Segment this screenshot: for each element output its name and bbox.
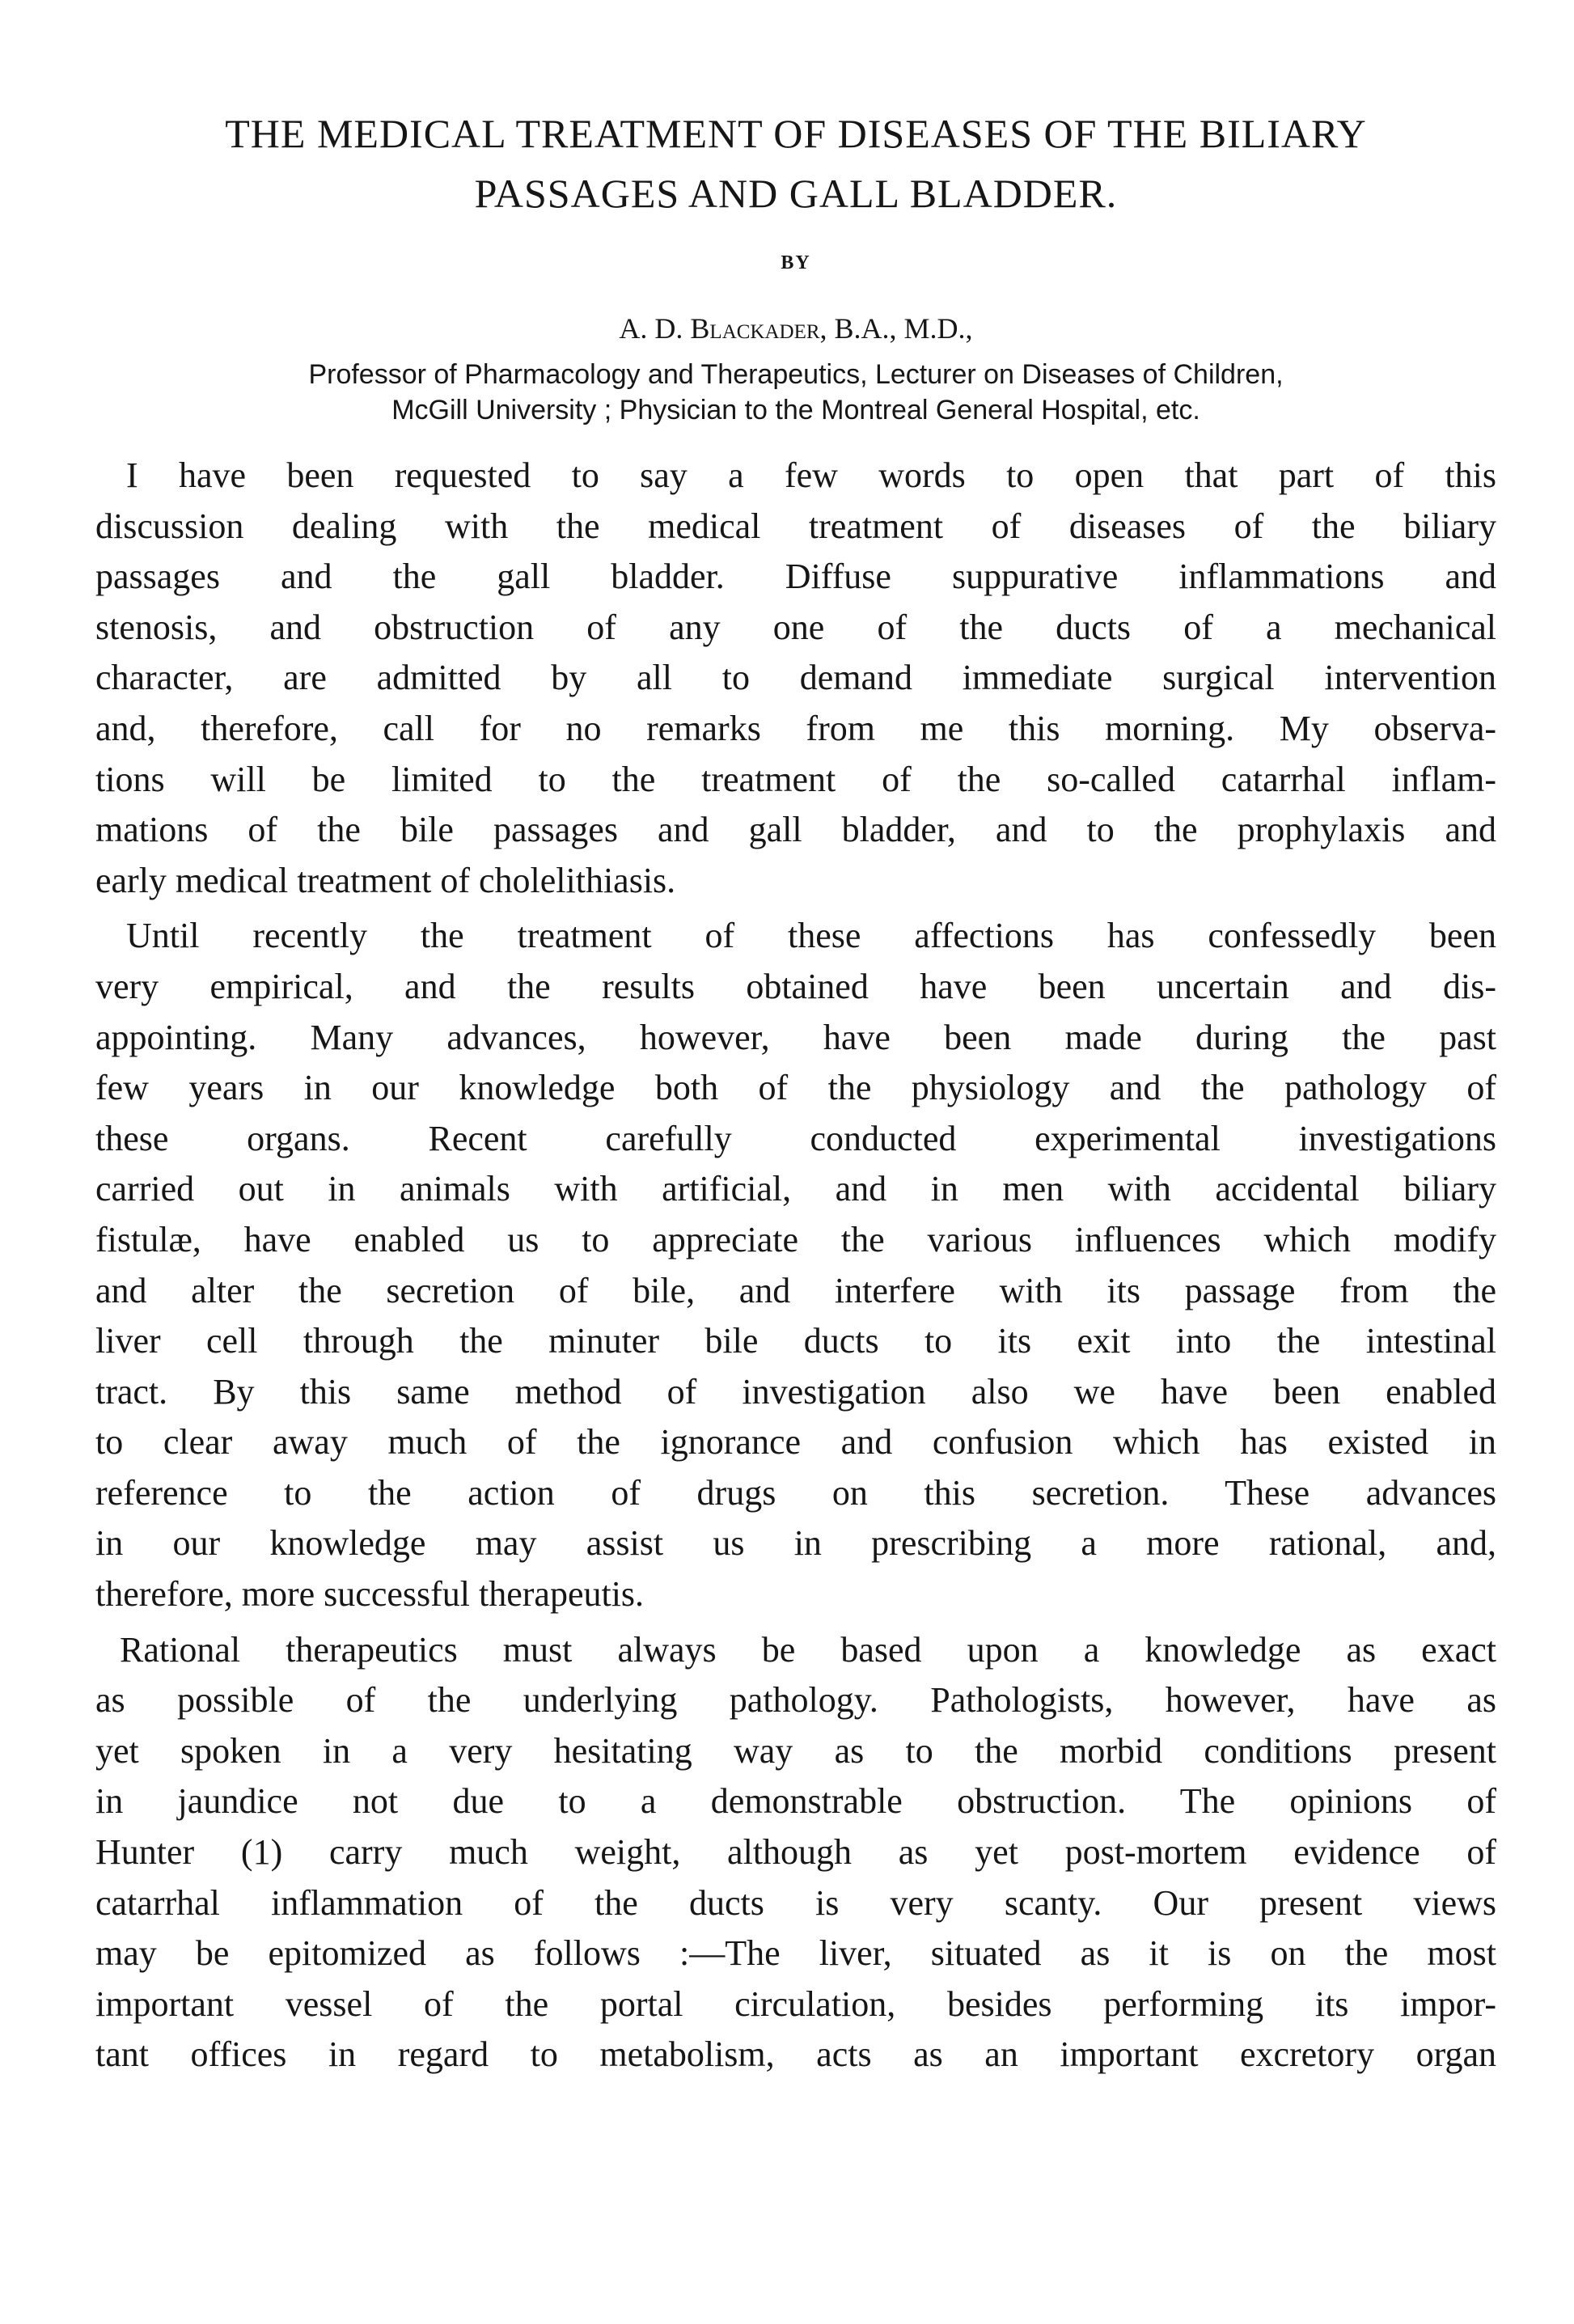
paragraph [95,911,1496,1619]
text-line: very empirical, and the results obtained have been uncertain and dis- [95,966,1496,1006]
text-line: appointing. Many advances, however, have been made during the past [95,1017,1496,1057]
text-line: these organs. Recent carefully conducted experimental investigations [95,1118,1496,1158]
text-line: tract. By this same method of investigation also we have been enabled [95,1371,1496,1412]
text-line: may be epitomized as follows :—The liver, situated as it is on the most [95,1933,1496,1974]
paragraph [95,1625,1496,2081]
text-line: in our knowledge may assist us in prescribing a more rational, and, [95,1523,1496,1564]
text-line: fistulæ, have enabled us to appreciate the various influences which modify [95,1219,1496,1259]
text-line: Hunter (1) carry much weight, although as yet post-mortem evidence of [95,1832,1496,1873]
text-line: Rational therapeutics must always be based upon a knowledge as exact [120,1629,1496,1670]
text-line: tant offices in regard to metabolism, acts as an important excretory organ [95,2034,1496,2075]
text-line: catarrhal inflammation of the ducts is very scanty. Our present views [95,1882,1496,1923]
text-line: passages and the gall bladder. Diffuse suppurative inflammations and [95,557,1496,597]
text-line: and alter the secretion of bile, and interfere with its passage from the [95,1270,1496,1310]
text-line: therefore, more successful therapeutis. [95,1574,645,1615]
text-line: I have been requested to say a few words to open that part of this [126,455,1496,495]
affiliation-line: McGill University ; Physician to the Montreal General Hospital, etc. [391,395,1200,425]
byline-label: BY [781,252,811,273]
article-body [95,451,1496,2081]
text-line: discussion dealing with the medical treatment of diseases of the biliary [95,506,1496,546]
article-title [95,104,1496,223]
author-affiliation [95,357,1496,428]
text-line: important vessel of the portal circulation, besides performing its impor- [95,1983,1496,2024]
text-line: early medical treatment of cholelithiasis. [95,860,676,900]
affiliation-line: Professor of Pharmacology and Therapeutics, Lecturer on Diseases of Children, [308,359,1284,390]
title-line: PASSAGES AND GALL BLADDER. [474,171,1118,216]
author-name: A. D. Blackader, B.A., M.D., [619,312,973,345]
text-line: stenosis, and obstruction of any one of the ducts of a mechanical [95,607,1496,647]
text-line: character, are admitted by all to demand immediate surgical intervention [95,658,1496,698]
text-line: tions will be limited to the treatment of the so-called catarrhal inflam- [95,759,1496,799]
text-line: mations of the bile passages and gall bladder, and to the prophylaxis and [95,810,1496,850]
text-line: reference to the action of drugs on this secretion. These advances [95,1472,1496,1513]
paragraph [95,451,1496,906]
text-line: yet spoken in a very hesitating way as to the morbid conditions present [95,1730,1496,1771]
text-line: Until recently the treatment of these affections has confessedly been [126,916,1496,956]
text-line: liver cell through the minuter bile ducts to its exit into the intestinal [95,1321,1496,1361]
text-line: few years in our knowledge both of the physiology and the pathology of [95,1068,1496,1108]
text-line: in jaundice not due to a demonstrable obstruction. The opinions of [95,1781,1496,1822]
text-line: as possible of the underlying pathology. Pathologists, however, have as [95,1680,1496,1721]
text-line: and, therefore, call for no remarks from me this morning. My observa- [95,708,1496,748]
text-line: carried out in animals with artificial, and in men with accidental biliary [95,1169,1496,1209]
title-line: THE MEDICAL TREATMENT OF DISEASES OF THE BILIARY [225,111,1367,156]
text-line: to clear away much of the ignorance and confusion which has existed in [95,1422,1496,1463]
